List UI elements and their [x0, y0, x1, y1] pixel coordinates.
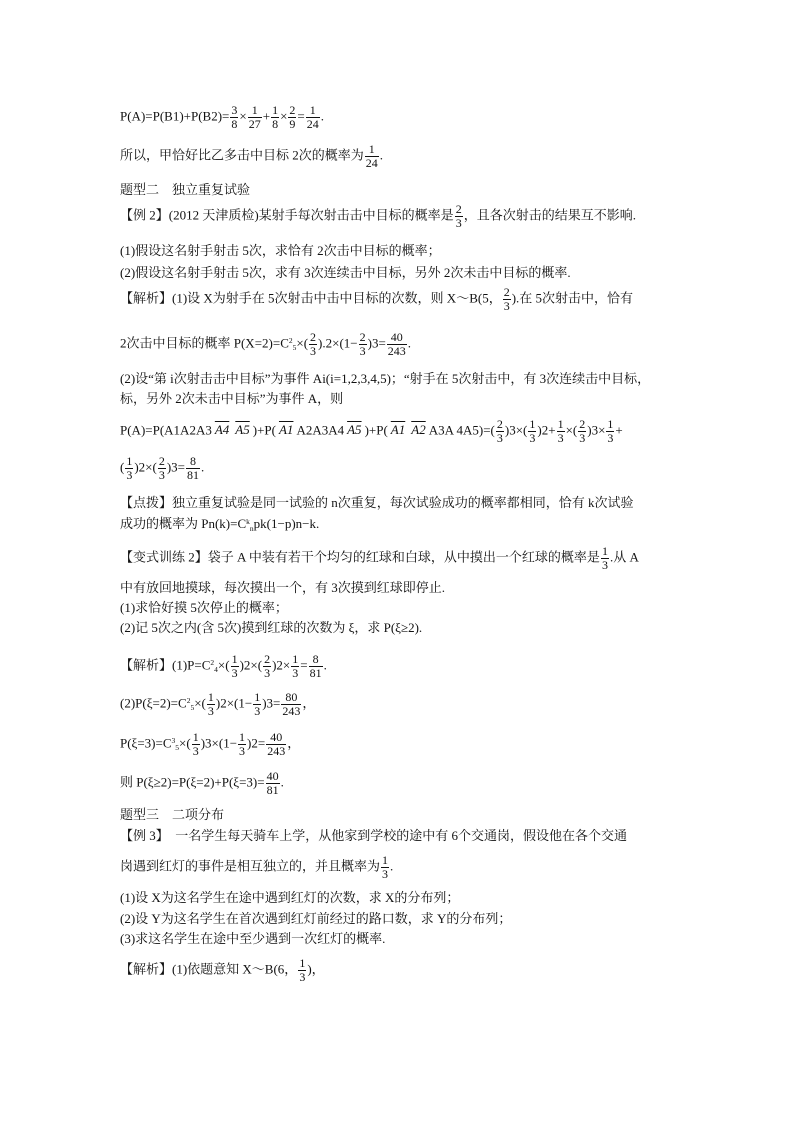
- fraction: $\frac{1}{3}$: [601, 544, 608, 572]
- fraction: $\frac{1}{3}$: [254, 690, 261, 718]
- fraction: $\frac{1}{3}$: [207, 690, 214, 718]
- solution-line-3: (2)设“第 i次射击击中目标”为事件 Ai(i=1,2,3,4,5)；“射手在 5次射击中，有 3次连续击中目标，: [120, 371, 651, 386]
- exercise-solution-1: 【解析】$(1)P=C^2_4\times$( $\frac{1}{3}$ )2×( $\frac{2}{3}$ )2× $\frac{1}{3}$ = $\frac{8}{81}$ .: [120, 652, 327, 680]
- example-3-question-3: (3)求这名学生在途中至少遇到一次红灯的概率.: [120, 931, 386, 946]
- exercise-2-line: 【变式训练 2】袋子 A 中装有若干个均匀的红球和白球，从中摸出一个红球的概率是 $\frac{1}{3}$ .从 A: [120, 544, 639, 572]
- fraction: $\frac{2}{3}$: [503, 285, 510, 313]
- example-3-line-2: 岗遇到红灯的事件是相互独立的，并且概率为 $\frac{1}{3}$ .: [120, 853, 394, 881]
- fraction: $\frac{1}{3}$: [557, 417, 564, 445]
- fraction: $\frac{1}{24}$: [306, 103, 319, 131]
- fraction: $\frac{1}{27}$: [248, 103, 261, 131]
- fraction: $\frac{1}{3}$: [382, 853, 389, 881]
- fraction: $\frac{2}{3}$: [579, 417, 586, 445]
- example-3-solution-1: 【解析】(1)依题意知 X～B(6， $\frac{1}{3}$ )，: [120, 956, 325, 984]
- exercise-solution-4: 则 P(ξ≥2)=P(ξ=2)+P(ξ=3)= $\frac{40}{81}$ .: [120, 769, 284, 797]
- fraction: $\frac{40}{81}$: [266, 769, 279, 797]
- fraction: $\frac{40}{243}$: [267, 730, 286, 758]
- remark-line-2: 成功的概率为 $Pn(k)=C^k_npk(1-p)n-k$.: [120, 516, 320, 533]
- exercise-solution-2: $(2)P(\xi=2)=C^2_5\times$( $\frac{1}{3}$ )2×(1− $\frac{1}{3}$ )3= $\frac{80}{243}$ ，: [120, 690, 316, 718]
- exercise-2-line-2: 中有放回地摸球，每次摸出一个，有 3次摸到红球即停止.: [120, 580, 446, 595]
- fraction: $\frac{80}{243}$: [282, 690, 301, 718]
- example-3-line: 【例 3】 一名学生每天骑车上学，从他家到学校的途中有 6个交通岗，假设他在各个交通: [120, 828, 628, 843]
- fraction: $\frac{2}{3}$: [359, 330, 366, 358]
- fraction: $\frac{1}{3}$: [299, 956, 306, 984]
- exercise-question-1: (1)求恰好摸 5次停止的概率；: [120, 600, 288, 615]
- fraction: $\frac{1}{24}$: [365, 142, 378, 170]
- solution-line-4: 标，另外 2次未击中目标”为事件 A，则: [120, 391, 344, 406]
- fraction: $\frac{2}{9}$: [289, 103, 296, 131]
- remark-tag: 【点拨】: [120, 495, 173, 510]
- fraction: $\frac{1}{3}$: [126, 454, 133, 482]
- fraction: $\frac{1}{3}$: [231, 652, 238, 680]
- example-tag: 【例 2】: [120, 207, 169, 223]
- fraction: $\frac{2}{3}$: [158, 454, 165, 482]
- fraction: $\frac{8}{81}$: [187, 454, 200, 482]
- example-tag: 【例 3】: [120, 828, 163, 843]
- fraction: $\frac{3}{8}$: [231, 103, 238, 131]
- solution-tag: 【解析】: [120, 961, 173, 977]
- fraction: $\frac{2}{3}$: [455, 202, 462, 230]
- fraction: $\frac{2}{3}$: [496, 417, 503, 445]
- exercise-tag: 【变式训练 2】: [120, 549, 208, 565]
- exercise-solution-3: $P(\xi=3)=C^3_5\times$( $\frac{1}{3}$ )3×(1− $\frac{1}{3}$ )2= $\frac{40}{243}$ ，: [120, 730, 301, 758]
- remark-line-1: 【点拨】独立重复试验是同一试验的 n次重复，每次试验成功的概率都相同，恰有 k次试验: [120, 495, 634, 510]
- example-3-question-2: (2)设 Y为这名学生在首次遇到红灯前经过的路口数，求 Y的分布列；: [120, 911, 512, 926]
- fraction: $\frac{2}{3}$: [310, 330, 317, 358]
- fraction: $\frac{2}{3}$: [264, 652, 271, 680]
- section-heading-3: 题型三 二项分布: [120, 807, 225, 822]
- solution-tag: 【解析】: [120, 290, 173, 306]
- paragraph-l2: 所以，甲恰好比乙多击中目标 2次的概率为 $\frac{1}{24}$ .: [120, 142, 384, 170]
- exercise-question-2: (2)记 5次之内(含 5次)摸到红球的次数为 ξ，求 P(ξ≥2).: [120, 620, 423, 635]
- solution-line-6: ( $\frac{1}{3}$ )2×( $\frac{2}{3}$ )3= $\frac{8}{81}$ .: [120, 454, 205, 482]
- fraction: $\frac{1}{3}$: [192, 730, 199, 758]
- fraction: $\frac{8}{81}$: [309, 652, 322, 680]
- fraction: $\frac{1}{3}$: [292, 652, 299, 680]
- fraction: $\frac{1}{3}$: [239, 730, 246, 758]
- solution-line-2: 2次击中目标的概率 $P(X=2)=C^2_5\times$( $\frac{2}{3}$ ).2×(1− $\frac{2}{3}$ )3= $\frac{40}{243}$ .: [120, 330, 412, 358]
- fraction: $\frac{40}{243}$: [387, 330, 406, 358]
- formula-pa-l1: P(A)=P(B1)+P(B2)= $\frac{3}{8}$ × $\frac{1}{27}$ + $\frac{1}{8}$ × $\frac{2}{9}$ = $\frac{1}{24}$ .: [120, 103, 325, 131]
- question-2: (2)假设这名射手射击 5次，求有 3次连续击中目标，另外 2次未击中目标的概率.: [120, 265, 571, 280]
- example-2-line: 【例 2】(2012 天津质检)某射手每次射击击中目标的概率是 $\frac{2}{3}$ ，且各次射击的结果互不影响.: [120, 202, 636, 230]
- text: P(A)=P(B1)+P(B2)=: [120, 108, 230, 124]
- fraction: $\frac{1}{8}$: [272, 103, 279, 131]
- question-1: (1)假设这名射手射击 5次，求恰有 2次击中目标的概率；: [120, 243, 441, 258]
- fraction: $\frac{1}{3}$: [529, 417, 536, 445]
- solution-line-1: 【解析】(1)设 X为射手在 5次射击中击中目标的次数，则 X～B(5， $\frac{2}{3}$ ).在 5次射击中，恰有: [120, 285, 634, 313]
- fraction: $\frac{1}{3}$: [607, 417, 614, 445]
- solution-line-5: P(A)=P(A1A2A3 A4 A5 )+P( A1 A2A3A4 A5 )+P( A1 A2 A3A 4A5)=( $\frac{2}{3}$ )3×( $\frac{1}{3}$ )2+ $\frac{1}{3}$ ×( $\frac{2}{3}$ )3× $\frac{1}{3}$ +: [120, 417, 623, 445]
- example-3-question-1: (1)设 X为这名学生在途中遇到红灯的次数，求 X的分布列；: [120, 890, 460, 905]
- section-heading-2: 题型二 独立重复试验: [120, 182, 251, 197]
- solution-tag: 【解析】: [120, 657, 173, 673]
